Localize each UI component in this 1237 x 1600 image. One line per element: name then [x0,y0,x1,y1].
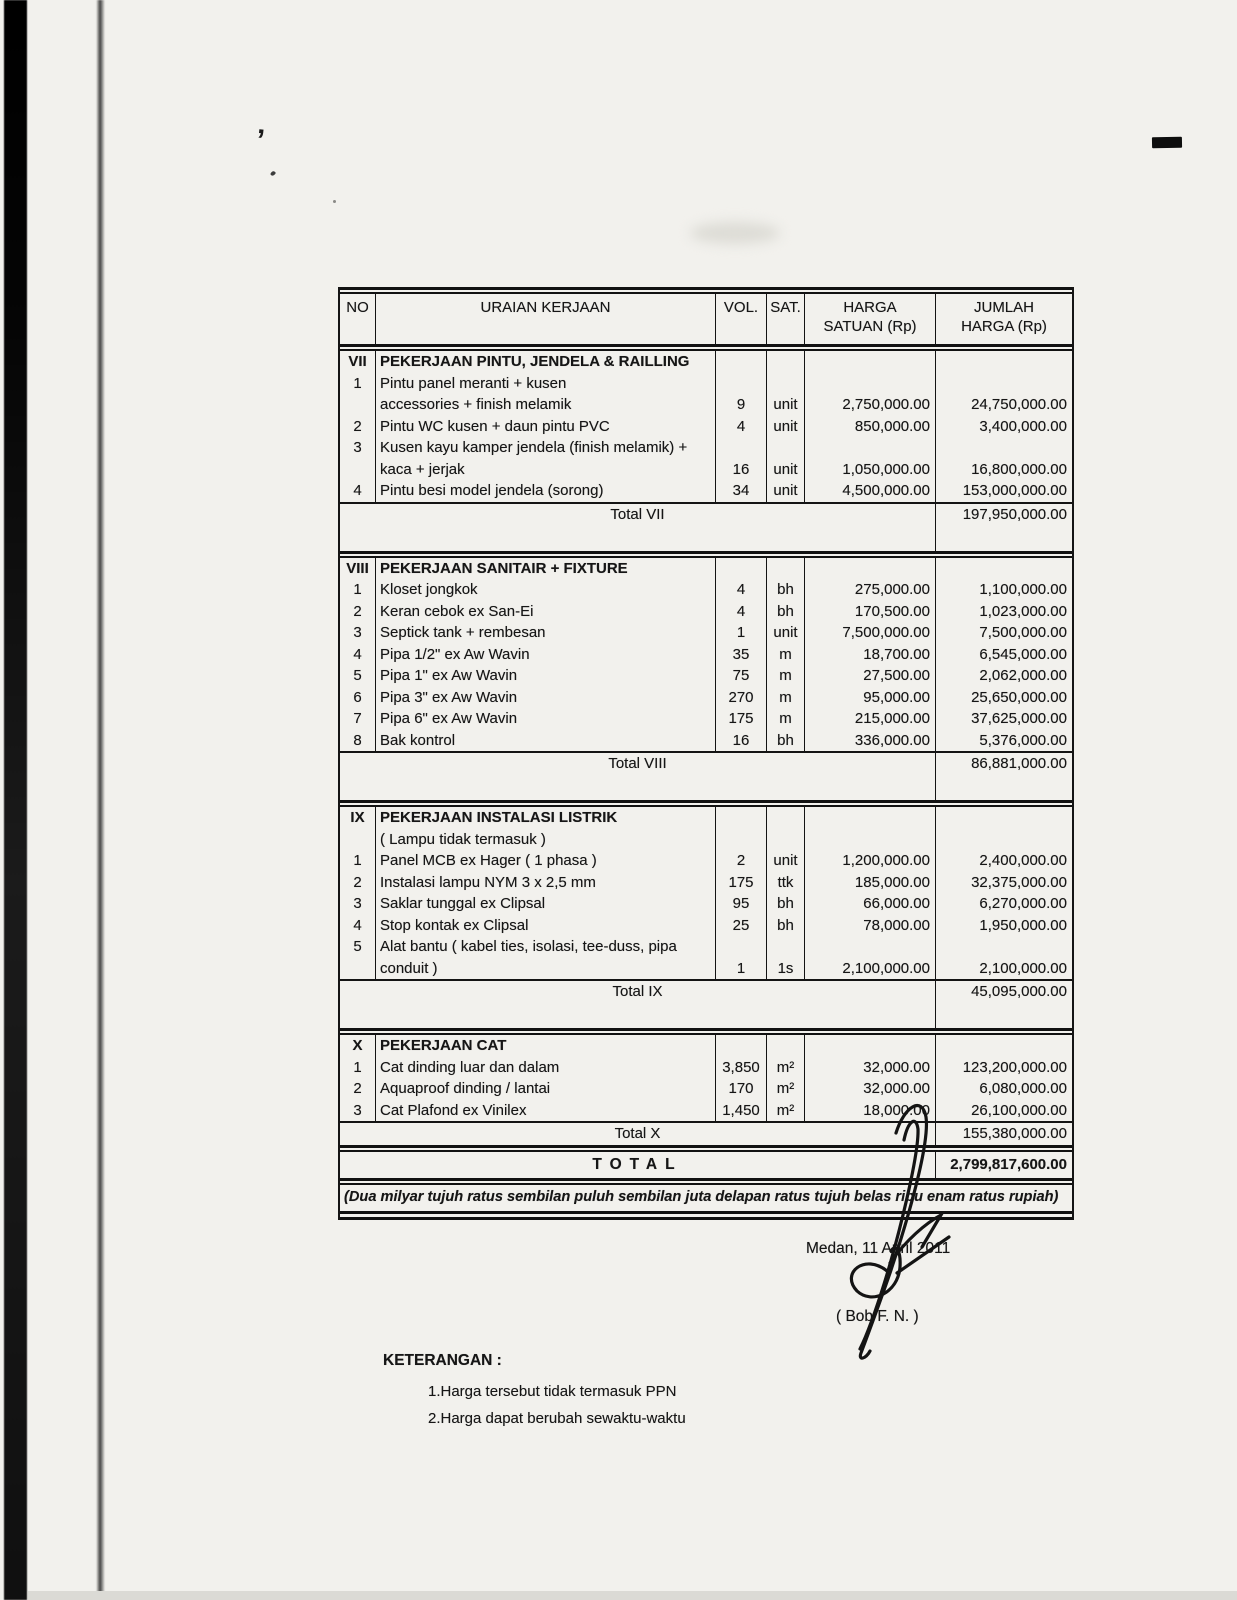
description-cell: Panel MCB ex Hager ( 1 phasa ) [376,850,716,872]
unit-price-cell [805,437,936,459]
no-cell: 1 [340,373,376,395]
description-cell: PEKERJAAN PINTU, JENDELA & RAILLING [376,351,716,373]
description-cell: Bak kontrol [376,730,716,752]
description-cell: Pipa 3" ex Aw Wavin [376,687,716,709]
volume-cell: 16 [716,459,767,481]
description-cell: Pintu WC kusen + daun pintu PVC [376,416,716,438]
handwritten-signature [800,1085,1000,1385]
volume-cell: 4 [716,601,767,623]
description-cell: Pintu besi model jendela (sorong) [376,480,716,502]
no-cell: 1 [340,1057,376,1079]
no-cell: 3 [340,893,376,915]
col-header-sat: SAT. [767,294,805,344]
no-cell: X [340,1035,376,1057]
volume-cell: 75 [716,665,767,687]
amount-cell: 24,750,000.00 [971,396,1067,413]
volume-cell [716,829,767,851]
unit-cell: unit [767,416,805,438]
col-header-vol: VOL. [716,294,767,344]
amount-cell [936,373,1072,395]
amount-cell [936,829,1072,851]
section-title-row [340,351,1072,373]
unit-cell: 1s [767,958,805,980]
no-cell: VII [340,351,376,373]
unit-price-cell: 275,000.00 [805,579,936,601]
amount-cell: 5,376,000.00 [979,731,1067,749]
section-separator [340,1028,1072,1035]
no-cell: 3 [340,622,376,644]
volume-cell [716,351,767,373]
table-top-border [340,287,1072,294]
unit-cell [767,936,805,958]
volume-cell: 270 [716,687,767,709]
scan-edge-black-bar [4,0,27,1600]
section-title-row [340,807,1072,829]
unit-cell [767,351,805,373]
no-cell: 5 [340,665,376,687]
description-cell: Septick tank + rembesan [376,622,716,644]
amount-in-words: (Dua milyar tujuh ratus sembilan puluh sembilan juta delapan ratus tujuh belas ribu enam ratus rupiah) [344,1189,1059,1205]
volume-cell: 2 [716,850,767,872]
unit-cell: unit [767,850,805,872]
unit-price-cell: 1,200,000.00 [805,850,936,872]
volume-cell: 34 [716,480,767,502]
table-row [340,437,1072,459]
volume-cell: 3,850 [716,1057,767,1079]
description-cell: Instalasi lampu NYM 3 x 2,5 mm [376,872,716,894]
volume-cell [716,936,767,958]
volume-cell: 35 [716,644,767,666]
table-row [340,665,1072,687]
no-cell: 1 [340,579,376,601]
no-cell: 2 [340,872,376,894]
unit-cell [767,373,805,395]
table-row [340,579,1072,601]
section-total-value: 45,095,000.00 [971,983,1067,1000]
col-header-jumlah-harga: JUMLAH HARGA (Rp) [961,299,1047,335]
amount-cell: 3,400,000.00 [979,417,1067,435]
amount-cell [936,351,1072,373]
unit-price-cell: 4,500,000.00 [805,480,936,502]
description-cell: Alat bantu ( kabel ties, isolasi, tee-duss, pipa [376,936,716,958]
amount-cell: 32,375,000.00 [971,873,1067,891]
volume-cell [716,437,767,459]
amount-cell: 37,625,000.00 [971,710,1067,727]
section-total-label: Total VII [340,504,936,551]
no-cell: 3 [340,437,376,459]
unit-cell: bh [767,601,805,623]
no-cell: 4 [340,644,376,666]
amount-cell [936,558,1072,580]
section-title-row [340,1035,1072,1057]
table-row [340,1057,1072,1079]
scan-dash-mark [1152,137,1182,149]
amount-cell [936,437,1072,459]
amount-cell: 7,500,000.00 [979,624,1067,641]
table-row [340,480,1072,502]
grand-total-label: TOTAL [340,1152,936,1178]
volume-cell: 9 [716,394,767,416]
table-row [340,459,1072,481]
table-row [340,850,1072,872]
table-row [340,708,1072,730]
unit-cell: bh [767,893,805,915]
section-total-value: 155,380,000.00 [962,1125,1067,1142]
amount-cell [936,807,1072,829]
description-cell: Kloset jongkok [376,579,716,601]
unit-cell [767,807,805,829]
no-cell [340,459,376,481]
description-cell: accessories + finish melamik [376,394,716,416]
section-separator [340,800,1072,807]
volume-cell: 4 [716,579,767,601]
table-row [340,872,1072,894]
unit-price-cell: 2,750,000.00 [805,394,936,416]
unit-cell: unit [767,480,805,502]
description-cell: ( Lampu tidak termasuk ) [376,829,716,851]
amount-cell: 1,950,000.00 [979,916,1067,934]
table-row [340,829,1072,851]
table-row [340,394,1072,416]
notes-list [428,1378,686,1432]
unit-price-cell [805,351,936,373]
unit-cell: bh [767,579,805,601]
unit-price-cell: 170,500.00 [805,601,936,623]
unit-price-cell [805,558,936,580]
unit-price-cell [805,829,936,851]
unit-cell: bh [767,915,805,937]
notes-heading: KETERANGAN : [383,1352,502,1369]
volume-cell: 170 [716,1078,767,1100]
no-cell: 2 [340,416,376,438]
signatory-name: ( Bob F. N. ) [836,1308,919,1325]
description-cell: Stop kontak ex Clipsal [376,915,716,937]
description-cell: Pipa 1" ex Aw Wavin [376,665,716,687]
volume-cell: 4 [716,416,767,438]
volume-cell: 1 [716,622,767,644]
description-cell: Keran cebok ex San-Ei [376,601,716,623]
unit-cell [767,558,805,580]
section-title-row [340,558,1072,580]
description-cell: Pipa 1/2" ex Aw Wavin [376,644,716,666]
unit-price-cell: 2,100,000.00 [805,958,936,980]
description-cell: Pintu panel meranti + kusen [376,373,716,395]
col-header-harga-satuan: HARGA SATUAN (Rp) [805,294,936,344]
volume-cell: 1 [716,958,767,980]
scan-bottom-edge [28,1591,1237,1600]
amount-cell: 2,100,000.00 [979,959,1067,977]
no-cell: VIII [340,558,376,580]
unit-cell: ttk [767,872,805,894]
section-total-value: 86,881,000.00 [971,755,1067,772]
section-separator [340,551,1072,558]
no-cell: 8 [340,730,376,752]
unit-price-cell: 215,000.00 [805,708,936,730]
no-cell: IX [340,807,376,829]
no-cell [340,958,376,980]
unit-cell: unit [767,622,805,644]
no-cell: 7 [340,708,376,730]
unit-price-cell: 18,000.00 [805,1100,936,1122]
unit-cell [767,1035,805,1057]
table-row [340,687,1072,709]
no-cell [340,394,376,416]
cost-estimate-table [338,287,1074,1220]
description-cell: Pipa 6" ex Aw Wavin [376,708,716,730]
section-total-row [340,504,1072,551]
amount-cell: 25,650,000.00 [971,688,1067,706]
volume-cell: 95 [716,893,767,915]
table-row [340,915,1072,937]
amount-cell: 6,545,000.00 [979,645,1067,663]
scan-smudge [690,222,780,244]
signature-place-date: Medan, 11 April 2011 [806,1240,951,1257]
unit-cell: unit [767,459,805,481]
unit-price-cell: 7,500,000.00 [805,622,936,644]
description-cell: PEKERJAAN INSTALASI LISTRIK [376,807,716,829]
table-sections [340,351,1072,1152]
unit-price-cell: 1,050,000.00 [805,459,936,481]
amount-cell: 123,200,000.00 [962,1058,1067,1076]
volume-cell: 16 [716,730,767,752]
volume-cell: 175 [716,872,767,894]
unit-price-cell: 336,000.00 [805,730,936,752]
grand-total-value: 2,799,817,600.00 [950,1156,1067,1173]
unit-cell: m² [767,1057,805,1079]
description-cell: Saklar tunggal ex Clipsal [376,893,716,915]
no-cell [340,829,376,851]
description-cell: PEKERJAAN CAT [376,1035,716,1057]
col-header-uraian: URAIAN KERJAAN [376,294,716,344]
unit-cell: m² [767,1078,805,1100]
volume-cell: 1,450 [716,1100,767,1122]
note-item: 1.Harga tersebut tidak termasuk PPN [428,1383,677,1400]
section-total-label: Total VIII [340,753,936,800]
unit-price-cell: 18,700.00 [805,644,936,666]
amount-cell [936,936,1072,958]
amount-cell: 6,080,000.00 [979,1080,1067,1097]
no-cell: 3 [340,1100,376,1122]
table-row [340,936,1072,958]
no-cell: 6 [340,687,376,709]
no-cell: 5 [340,936,376,958]
description-cell: Cat Plafond ex Vinilex [376,1100,716,1122]
scan-speck [270,170,276,176]
unit-price-cell [805,807,936,829]
amount-cell: 153,000,000.00 [962,482,1067,499]
unit-price-cell: 27,500.00 [805,665,936,687]
unit-price-cell: 850,000.00 [805,416,936,438]
unit-price-cell [805,1035,936,1057]
unit-price-cell [805,373,936,395]
table-row [340,601,1072,623]
description-cell: Kusen kayu kamper jendela (finish melamik) + [376,437,716,459]
table-header-row [340,294,1072,344]
amount-cell: 1,023,000.00 [979,602,1067,620]
description-cell: kaca + jerjak [376,459,716,481]
amount-cell: 2,062,000.00 [979,667,1067,684]
section-total-row [340,753,1072,800]
unit-price-cell: 78,000.00 [805,915,936,937]
table-row [340,622,1072,644]
col-header-no: NO [340,294,376,344]
scan-speck [333,200,336,203]
table-row [340,730,1072,752]
unit-price-cell: 185,000.00 [805,872,936,894]
notes-block [383,1352,686,1432]
volume-cell: 175 [716,708,767,730]
section-total-row [340,981,1072,1028]
unit-cell: unit [767,394,805,416]
volume-cell [716,558,767,580]
unit-cell: m [767,687,805,709]
unit-price-cell: 66,000.00 [805,893,936,915]
unit-price-cell: 32,000.00 [805,1078,936,1100]
scan-fold-line [96,0,105,1600]
unit-cell: m² [767,1100,805,1122]
table-row [340,373,1072,395]
table-row [340,644,1072,666]
volume-cell [716,1035,767,1057]
no-cell: 1 [340,850,376,872]
description-cell: Aquaproof dinding / lantai [376,1078,716,1100]
amount-cell [936,1035,1072,1057]
unit-cell [767,829,805,851]
scan-ink-mark: ’ [254,123,267,158]
no-cell: 4 [340,915,376,937]
description-cell: PEKERJAAN SANITAIR + FIXTURE [376,558,716,580]
note-item: 2.Harga dapat berubah sewaktu-waktu [428,1410,686,1427]
unit-cell: bh [767,730,805,752]
section-total-label: Total X [340,1123,936,1145]
section-total-label: Total IX [340,981,936,1028]
volume-cell [716,373,767,395]
unit-price-cell [805,936,936,958]
no-cell: 2 [340,601,376,623]
unit-price-cell: 32,000.00 [805,1057,936,1079]
table-row [340,893,1072,915]
table-row [340,416,1072,438]
table-row [340,958,1072,980]
amount-cell: 26,100,000.00 [971,1101,1067,1119]
no-cell: 4 [340,480,376,502]
description-cell: Cat dinding luar dan dalam [376,1057,716,1079]
amount-cell: 16,800,000.00 [971,460,1067,478]
unit-price-cell: 95,000.00 [805,687,936,709]
amount-cell: 1,100,000.00 [979,581,1067,598]
volume-cell: 25 [716,915,767,937]
no-cell: 2 [340,1078,376,1100]
description-cell: conduit ) [376,958,716,980]
unit-cell: m [767,644,805,666]
section-total-value: 197,950,000.00 [962,505,1067,523]
unit-cell: m [767,708,805,730]
header-separator [340,344,1072,351]
amount-cell: 2,400,000.00 [979,852,1067,869]
amount-cell: 6,270,000.00 [979,895,1067,912]
unit-cell [767,437,805,459]
unit-cell: m [767,665,805,687]
volume-cell [716,807,767,829]
